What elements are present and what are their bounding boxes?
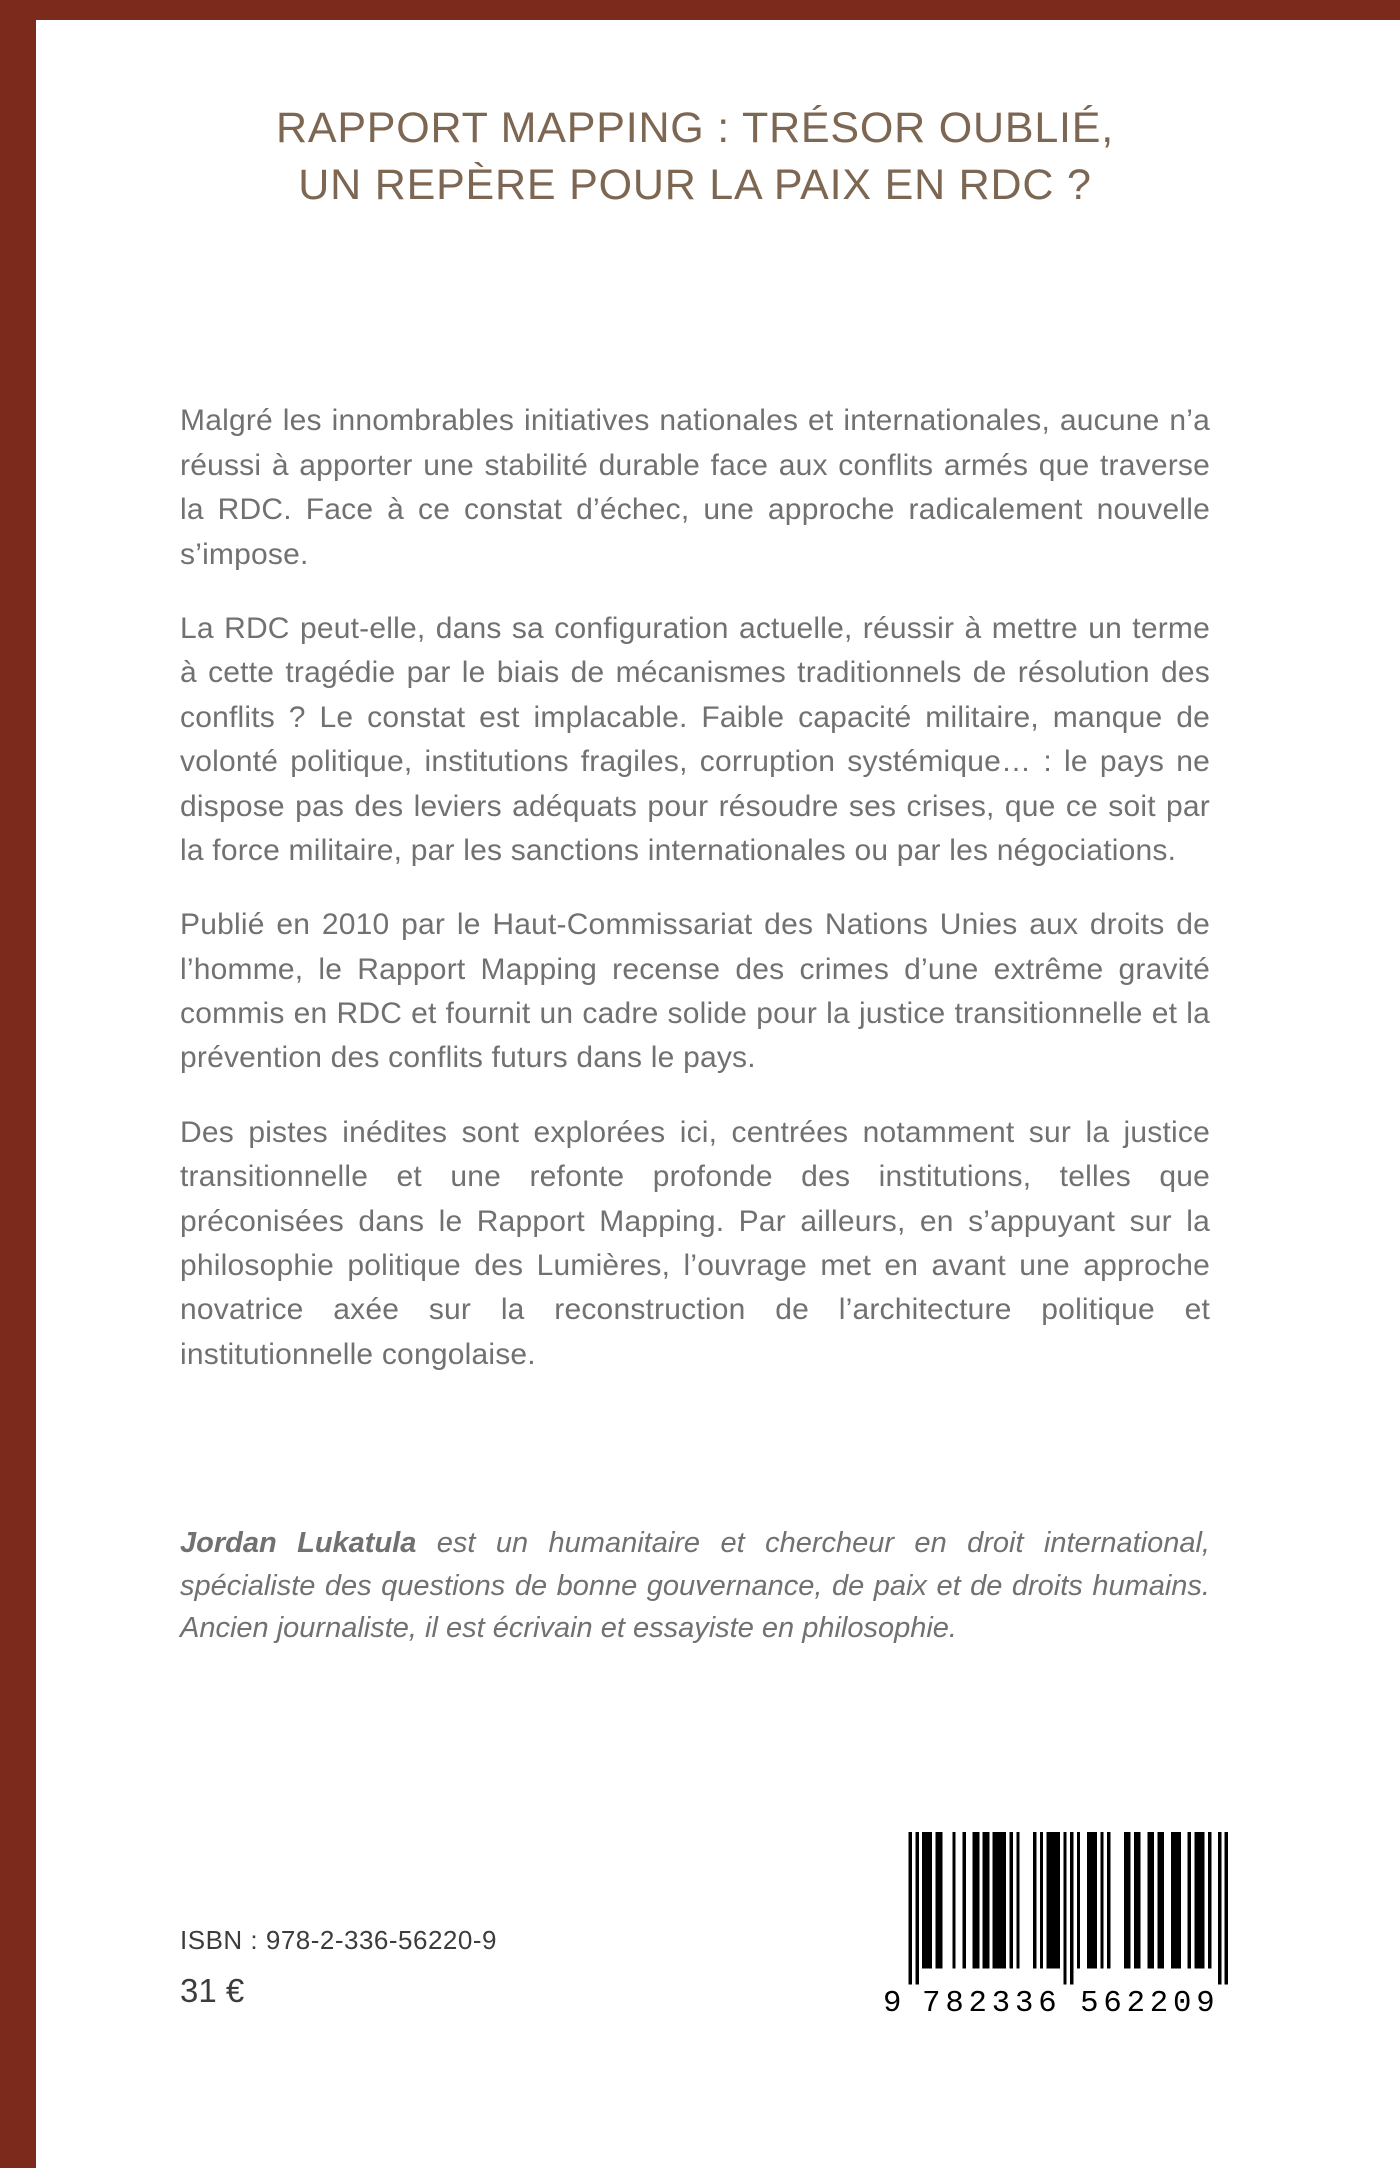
synopsis [180,399,1210,1377]
barcode [879,1832,1235,2016]
synopsis-paragraph-4: Des pistes inédites sont explorées ici, centrées notamment sur la justice transitionnelle et une refonte profonde des institutions, telles que préconisées dans le Rapport Mapping. Par ailleurs, en s’appuyant sur la philosophie politique des Lumières, l’ouvrage met en avant une approche novatrice axée sur la reconstruction de l’architecture politique et institutionnelle congolaise. [180,1115,1210,1371]
title-line-2: UN REPÈRE POUR LA PAIX EN RDC ? [298,161,1092,210]
synopsis-paragraph-3: Publié en 2010 par le Haut-Commissariat des Nations Unies aux droits de l’homme, le Rapport Mapping recense des crimes d’une extrême gravité commis en RDC et fournit un cadre solide pour la justice transitionnelle et la prévention des conflits futurs dans le pays. [180,908,1210,1075]
author-name: Jordan Lukatula [180,1527,417,1560]
svg-text:562209: 562209 [1080,1986,1215,2016]
svg-text:782336: 782336 [922,1986,1057,2016]
svg-text:9: 9 [882,1986,902,2016]
barcode-image [879,1832,1235,2016]
price-label: 31 € [180,1972,245,2009]
cover-footer [180,1925,497,2010]
synopsis-paragraph-2: La RDC peut-elle, dans sa configuration actuelle, réussir à mettre un terme à cette tragédie par le biais de mécanismes traditionnels de résolution des conflits ? Le constat est implacable. Faible capacité militaire, manque de volonté politique, institutions fragiles, corruption systémique… : le pays ne dispose pas des leviers adéquats pour résoudre ses crises, que ce soit par la force militaire, par les sanctions internationales ou par les négociations. [180,611,1210,867]
synopsis-paragraph-1: Malgré les innombrables initiatives nationales et internationales, aucune n’a réussi à apporter une stabilité durable face aux conflits armés que traverse la RDC. Face à ce constat d’échec, une approche radicalement nouvelle s’impose. [180,404,1210,571]
author-bio [180,1522,1210,1649]
book-title [180,100,1210,214]
title-line-1: RAPPORT MAPPING : TRÉSOR OUBLIÉ, [275,104,1115,152]
isbn-label: ISBN : 978-2-336-56220-9 [180,1925,497,1955]
author-bio-text: est un humanitaire et chercheur en droit international, spécialiste des questions de bonne gouvernance, de paix et de droits humains. Ancien journaliste, il est écrivain et essayiste en philosophie. [180,1527,1210,1644]
